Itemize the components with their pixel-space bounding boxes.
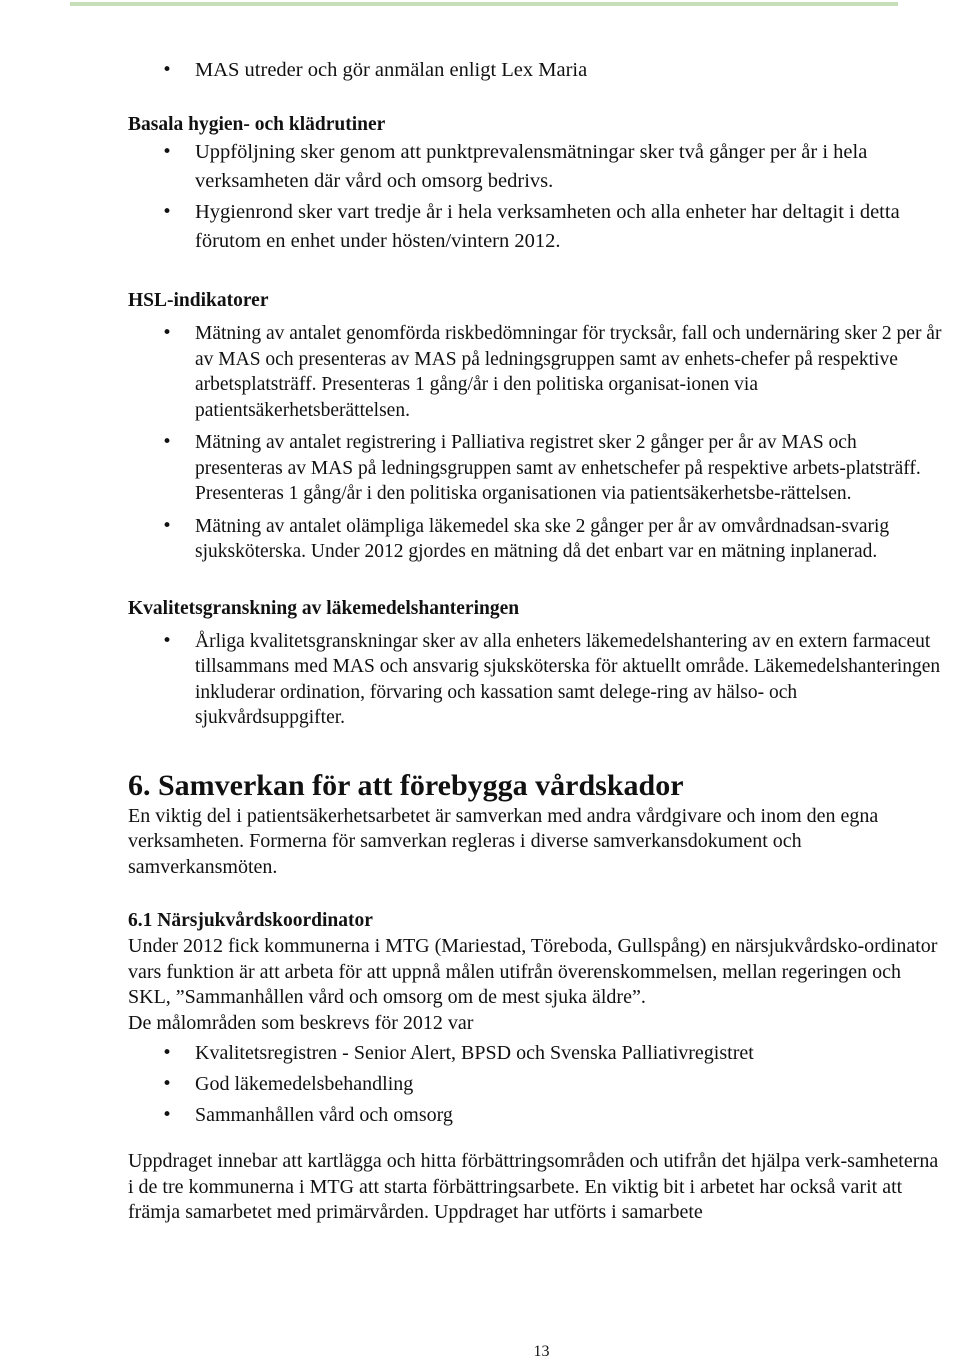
list-item: • Mätning av antalet genomförda riskbedömningar för trycksår, fall och undernäring sker 2 per år av MAS och presenteras av MAS på ledningsgruppen samt av enhets-chefer på respektive arbetsplatsträff. Presenteras 1 gång/år i den politiska organisat-ionen via patientsäkerhetsberättelsen. (128, 321, 943, 423)
list-item: • God läkemedelsbehandling (128, 1069, 943, 1100)
list-item: • MAS utreder och gör anmälan enligt Lex Maria (128, 56, 943, 85)
bullet-list-hygiene (128, 138, 943, 256)
bullet-list-quality (128, 629, 943, 731)
page-content (128, 56, 943, 1226)
bullet-list-hsl (128, 321, 943, 565)
page-number: 13 (533, 1343, 550, 1360)
heading-hygiene: Basala hygien- och klädrutiner (128, 114, 386, 135)
section-6-body: En viktig del i patientsäkerhetsarbetet är samverkan med andra vårdgivare och inom den egna verksamheten. Formerna för samverkan regleras i diverse samverkansdokument och samverkansmöten. (128, 804, 879, 878)
list-item: • Sammanhållen vård och omsorg (128, 1100, 943, 1131)
section-6-1-intro: De målområden som beskrevs för 2012 var (128, 1011, 474, 1034)
list-item: • Uppföljning sker genom att punktprevalensmätningar sker två gånger per år i hela verksamheten där vård och omsorg bedrivs. (128, 138, 943, 196)
list-item: • Mätning av antalet registrering i Palliativa registret sker 2 gånger per år av MAS och presenteras av MAS på ledningsgruppen samt av enhetschefer på respektive arbets-platsträff. Presenteras 1 gång/år i den politiska organisationen via patientsäkerhetsbe-rättelsen. (128, 430, 943, 507)
list-item: • Hygienrond sker vart tredje år i hela verksamheten och alla enheter har deltagit i detta förutom en enhet under hösten/vintern 2012. (128, 198, 943, 256)
header-rule (70, 2, 898, 6)
list-item: • Kvalitetsregistren - Senior Alert, BPSD och Svenska Palliativregistret (128, 1038, 943, 1069)
list-item: • Årliga kvalitetsgranskningar sker av alla enheters läkemedelshantering av en extern farmaceut tillsammans med MAS och ansvarig sjuksköterska för aktuellt område. Läkemedelshanteringen inkluderar ordination, förvaring och kassation samt delege-ring av hälso- och sjukvårdsuppgifter. (128, 629, 943, 731)
section-6-1-closing: Uppdraget innebar att kartlägga och hitta förbättringsområden och utifrån det hjälpa verk-samheterna i de tre kommunerna i MTG att starta förbättringsarbete. En viktig bit i arbetet har också varit att främja samarbetet med primärvården. Uppdraget har utförts i samarbete (128, 1150, 939, 1223)
heading-section-6-1: 6.1 Närsjukvårdskoordinator (128, 910, 373, 931)
bullet-list-goals (128, 1038, 943, 1131)
list-item: • Mätning av antalet olämpliga läkemedel ska ske 2 gånger per år av omvårdnadsan-svarig sjuksköterska. Under 2012 gjordes en mätning då det enbart var en mätning inplanerad. (128, 514, 943, 565)
section-6-1-body: Under 2012 fick kommunerna i MTG (Mariestad, Töreboda, Gullspång) en närsjukvårdsko-ordinator vars funktion är att arbeta för att uppnå målen utifrån överenskommelsen, mellan regeringen och SKL, ”Sammanhållen vård och omsorg om de mest sjuka äldre”. (128, 935, 938, 1008)
heading-quality: Kvalitetsgranskning av läkemedelshanteringen (128, 597, 520, 619)
heading-hsl: HSL-indikatorer (128, 290, 269, 311)
bullet-list-lex-maria (128, 56, 943, 85)
heading-section-6: 6. Samverkan för att förebygga vårdskador (128, 768, 684, 802)
